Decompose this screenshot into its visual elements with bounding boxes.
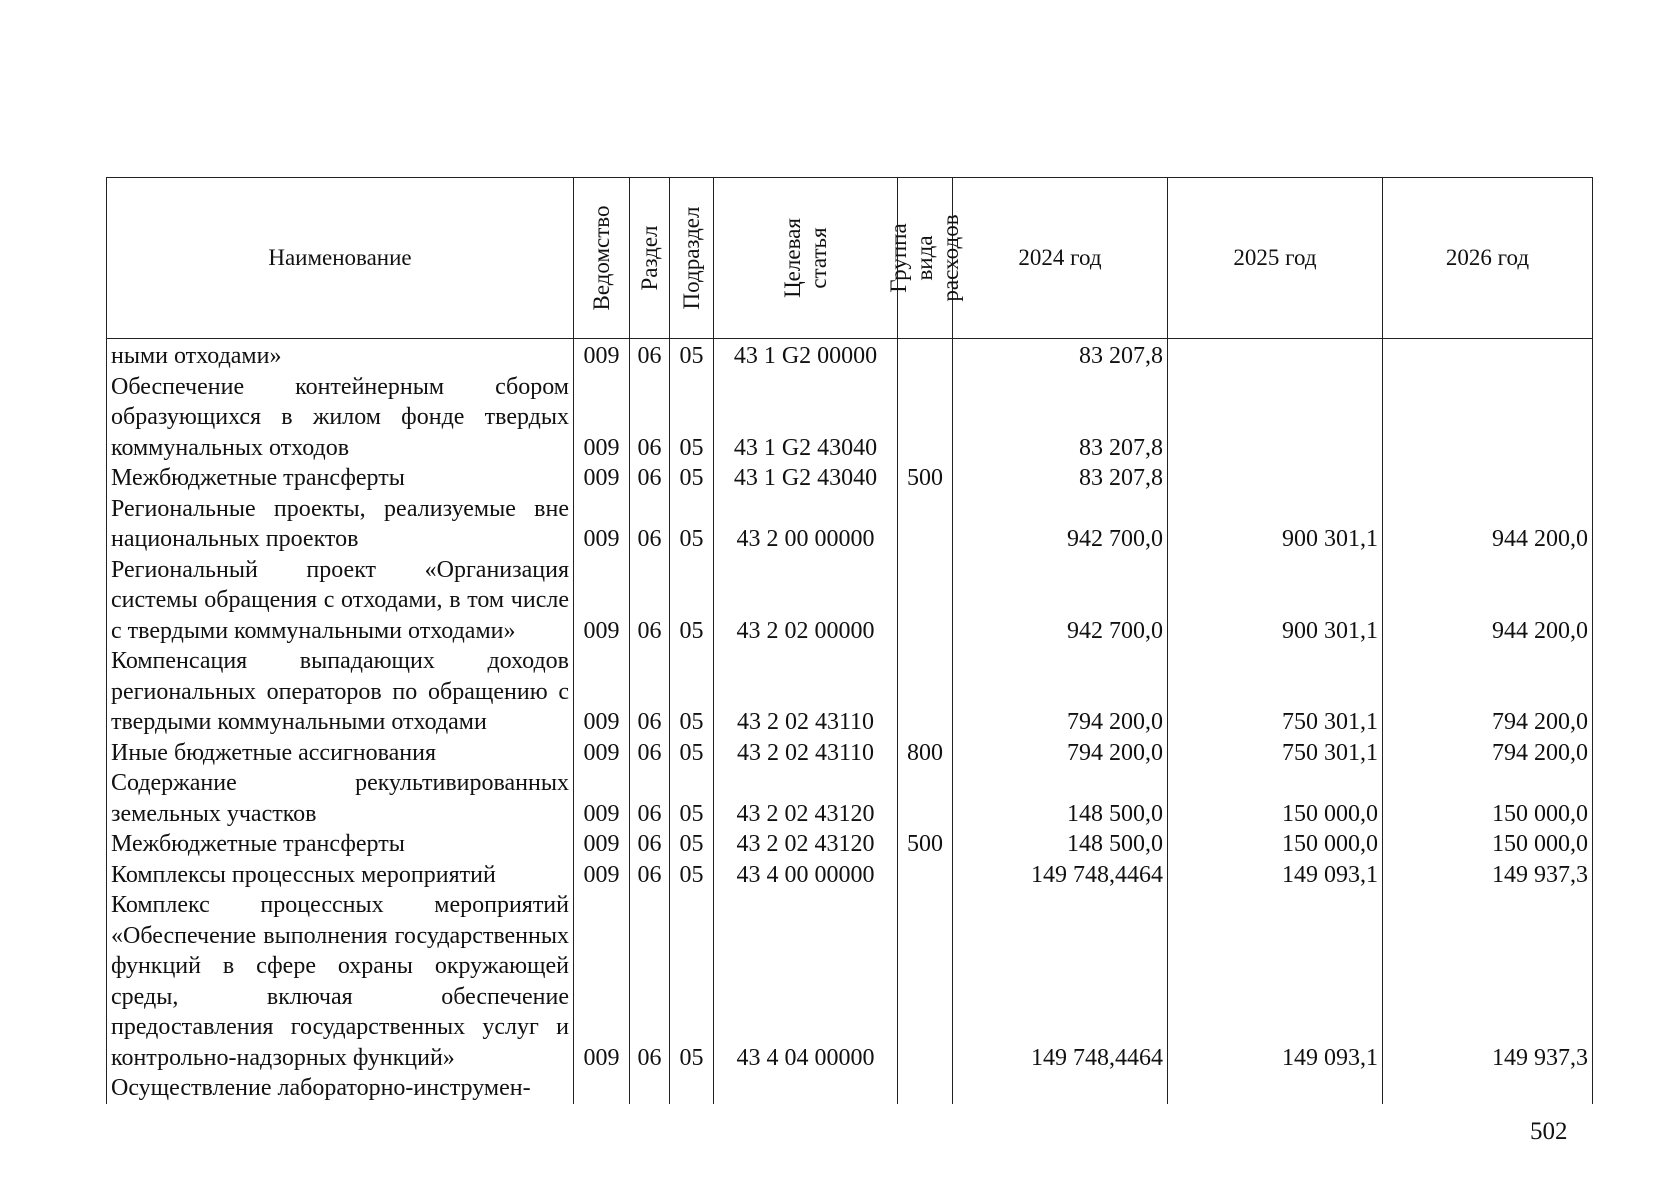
cell-value-2024	[953, 1073, 1168, 1104]
cell-value-2024: 942 700,0	[953, 555, 1168, 647]
cell-celevaya-statya: 43 4 00 00000	[714, 860, 898, 891]
cell-value-2026: 794 200,0	[1383, 646, 1593, 738]
cell-vedomstvo: 009	[574, 494, 630, 555]
cell-value-2026	[1383, 339, 1593, 372]
cell-vedomstvo	[574, 1073, 630, 1104]
cell-podrazdel: 05	[670, 768, 714, 829]
cell-name: ными отходами»	[107, 339, 574, 372]
header-vedomstvo: Ведомство	[574, 178, 630, 339]
cell-razdel: 06	[630, 555, 670, 647]
cell-razdel: 06	[630, 768, 670, 829]
cell-razdel: 06	[630, 738, 670, 769]
cell-podrazdel: 05	[670, 829, 714, 860]
cell-name: Комплекс процессных мероприятий «Обеспечение выполнения государственных функций в сфере охраны окружающей среды, включая обеспечение предоставления государственных услуг и контрольно-надзорных функций»	[107, 890, 574, 1073]
header-razdel: Раздел	[630, 178, 670, 339]
table-body	[107, 339, 1593, 1104]
cell-name: Иные бюджетные ассигнования	[107, 738, 574, 769]
header-podrazdel: Подраздел	[670, 178, 714, 339]
cell-value-2024: 83 207,8	[953, 372, 1168, 464]
cell-podrazdel: 05	[670, 372, 714, 464]
cell-value-2024: 794 200,0	[953, 738, 1168, 769]
cell-podrazdel: 05	[670, 494, 714, 555]
cell-gruppa: 500	[898, 463, 953, 494]
cell-gruppa	[898, 768, 953, 829]
table-row	[107, 494, 1593, 555]
cell-celevaya-statya: 43 2 02 43110	[714, 738, 898, 769]
cell-gruppa	[898, 555, 953, 647]
cell-podrazdel: 05	[670, 555, 714, 647]
cell-name: Межбюджетные трансферты	[107, 829, 574, 860]
budget-table	[106, 177, 1593, 1104]
cell-vedomstvo: 009	[574, 829, 630, 860]
cell-gruppa	[898, 646, 953, 738]
cell-name: Межбюджетные трансферты	[107, 463, 574, 494]
cell-gruppa: 800	[898, 738, 953, 769]
cell-value-2024: 83 207,8	[953, 339, 1168, 372]
cell-value-2025: 900 301,1	[1168, 494, 1383, 555]
cell-name: Содержание рекультивированных земельных участков	[107, 768, 574, 829]
table-row	[107, 555, 1593, 647]
cell-razdel: 06	[630, 646, 670, 738]
cell-gruppa	[898, 494, 953, 555]
cell-gruppa	[898, 1073, 953, 1104]
cell-value-2026: 944 200,0	[1383, 555, 1593, 647]
cell-gruppa	[898, 890, 953, 1073]
cell-value-2026	[1383, 372, 1593, 464]
header-year-2025: 2025 год	[1168, 178, 1383, 339]
cell-celevaya-statya: 43 1 G2 43040	[714, 463, 898, 494]
cell-value-2024: 148 500,0	[953, 768, 1168, 829]
cell-podrazdel: 05	[670, 890, 714, 1073]
cell-value-2025: 900 301,1	[1168, 555, 1383, 647]
table-row	[107, 768, 1593, 829]
cell-value-2026: 149 937,3	[1383, 890, 1593, 1073]
cell-razdel: 06	[630, 890, 670, 1073]
cell-value-2025: 149 093,1	[1168, 860, 1383, 891]
cell-name: Обеспечение контейнерным сбором образующихся в жилом фонде твердых коммунальных отходов	[107, 372, 574, 464]
cell-vedomstvo: 009	[574, 339, 630, 372]
cell-razdel: 06	[630, 339, 670, 372]
cell-podrazdel: 05	[670, 738, 714, 769]
cell-vedomstvo: 009	[574, 768, 630, 829]
table-row	[107, 372, 1593, 464]
cell-value-2026: 150 000,0	[1383, 829, 1593, 860]
cell-celevaya-statya: 43 1 G2 00000	[714, 339, 898, 372]
cell-podrazdel: 05	[670, 646, 714, 738]
cell-gruppa: 500	[898, 829, 953, 860]
cell-value-2024: 149 748,4464	[953, 890, 1168, 1073]
cell-gruppa	[898, 339, 953, 372]
cell-podrazdel	[670, 1073, 714, 1104]
cell-celevaya-statya: 43 2 02 43120	[714, 829, 898, 860]
cell-celevaya-statya: 43 2 00 00000	[714, 494, 898, 555]
cell-name: Осуществление лабораторно-инструмен-	[107, 1073, 574, 1104]
cell-vedomstvo: 009	[574, 463, 630, 494]
cell-name: Компенсация выпадающих доходов региональных операторов по обращению с твердыми коммунальными отходами	[107, 646, 574, 738]
cell-value-2026	[1383, 463, 1593, 494]
cell-value-2025: 750 301,1	[1168, 738, 1383, 769]
header-year-2026: 2026 год	[1383, 178, 1593, 339]
cell-value-2025: 750 301,1	[1168, 646, 1383, 738]
cell-value-2024: 148 500,0	[953, 829, 1168, 860]
table-row	[107, 890, 1593, 1073]
cell-name: Региональные проекты, реализуемые вне национальных проектов	[107, 494, 574, 555]
cell-value-2025	[1168, 463, 1383, 494]
cell-value-2025: 149 093,1	[1168, 890, 1383, 1073]
cell-vedomstvo: 009	[574, 646, 630, 738]
cell-value-2026: 944 200,0	[1383, 494, 1593, 555]
cell-razdel: 06	[630, 463, 670, 494]
cell-celevaya-statya: 43 2 02 00000	[714, 555, 898, 647]
table-row	[107, 646, 1593, 738]
cell-vedomstvo: 009	[574, 555, 630, 647]
cell-value-2024: 149 748,4464	[953, 860, 1168, 891]
cell-razdel: 06	[630, 829, 670, 860]
cell-razdel: 06	[630, 494, 670, 555]
cell-name: Региональный проект «Организация системы обращения с отходами, в том числе с твердыми коммунальными отходами»	[107, 555, 574, 647]
cell-value-2026	[1383, 1073, 1593, 1104]
table-row	[107, 860, 1593, 891]
cell-value-2025: 150 000,0	[1168, 768, 1383, 829]
cell-vedomstvo: 009	[574, 860, 630, 891]
cell-gruppa	[898, 860, 953, 891]
cell-value-2025	[1168, 372, 1383, 464]
cell-value-2026: 149 937,3	[1383, 860, 1593, 891]
cell-celevaya-statya	[714, 1073, 898, 1104]
cell-value-2024: 942 700,0	[953, 494, 1168, 555]
table-row	[107, 829, 1593, 860]
cell-value-2025: 150 000,0	[1168, 829, 1383, 860]
cell-value-2025	[1168, 1073, 1383, 1104]
cell-podrazdel: 05	[670, 860, 714, 891]
cell-podrazdel: 05	[670, 463, 714, 494]
header-gruppa-vida-rashodov: Группа вида расходов	[898, 178, 953, 339]
cell-vedomstvo: 009	[574, 738, 630, 769]
cell-celevaya-statya: 43 2 02 43120	[714, 768, 898, 829]
table-row	[107, 463, 1593, 494]
table-row	[107, 1073, 1593, 1104]
header-name: Наименование	[107, 178, 574, 339]
cell-razdel	[630, 1073, 670, 1104]
cell-gruppa	[898, 372, 953, 464]
header-year-2024: 2024 год	[953, 178, 1168, 339]
table-row	[107, 738, 1593, 769]
page-number: 502	[1530, 1118, 1568, 1145]
cell-celevaya-statya: 43 1 G2 43040	[714, 372, 898, 464]
cell-celevaya-statya: 43 2 02 43110	[714, 646, 898, 738]
cell-podrazdel: 05	[670, 339, 714, 372]
cell-razdel: 06	[630, 860, 670, 891]
cell-celevaya-statya: 43 4 04 00000	[714, 890, 898, 1073]
header-celevaya-statya: Целевая статья	[714, 178, 898, 339]
cell-vedomstvo: 009	[574, 372, 630, 464]
cell-razdel: 06	[630, 372, 670, 464]
cell-value-2024: 83 207,8	[953, 463, 1168, 494]
cell-value-2024: 794 200,0	[953, 646, 1168, 738]
cell-vedomstvo: 009	[574, 890, 630, 1073]
cell-value-2026: 794 200,0	[1383, 738, 1593, 769]
cell-value-2026: 150 000,0	[1383, 768, 1593, 829]
table-header-row	[107, 178, 1593, 339]
table-row	[107, 339, 1593, 372]
cell-value-2025	[1168, 339, 1383, 372]
cell-name: Комплексы процессных мероприятий	[107, 860, 574, 891]
